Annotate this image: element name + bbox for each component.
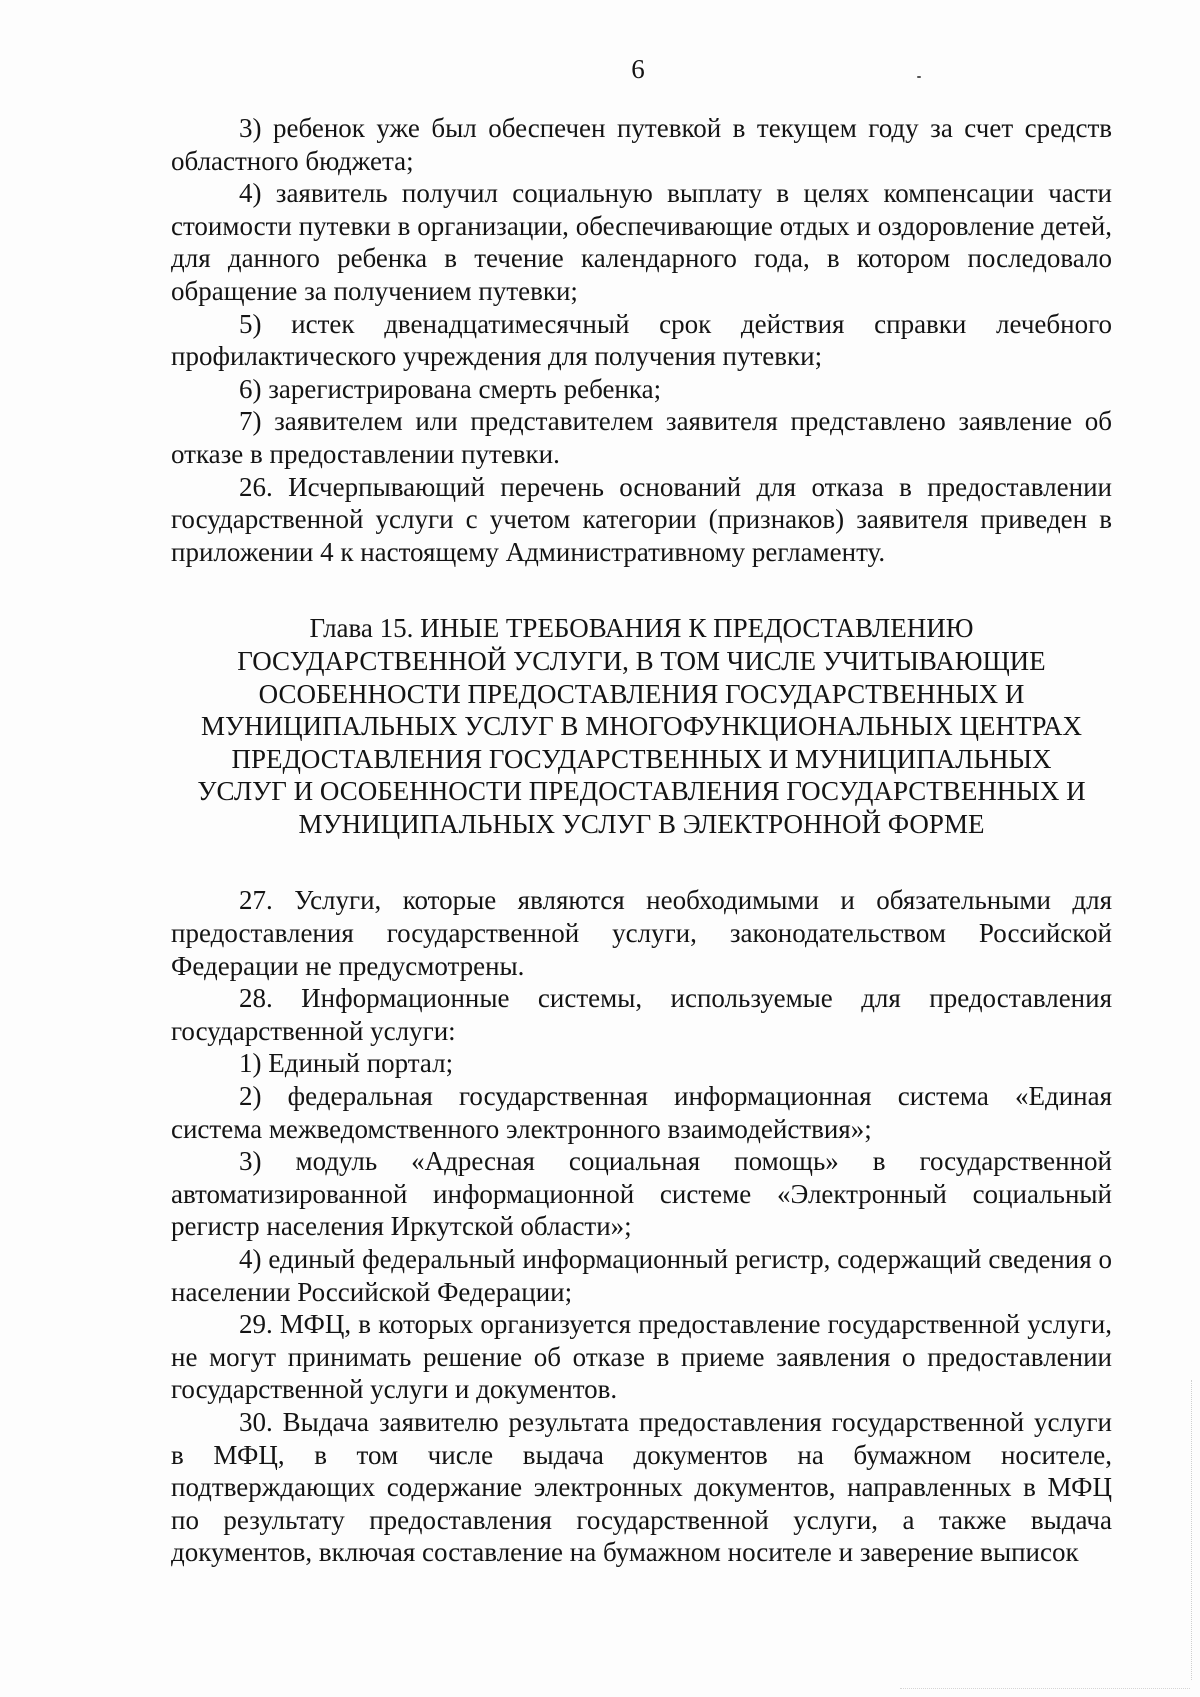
spacer — [171, 568, 1112, 612]
scan-speck — [917, 76, 921, 78]
chapter-heading-line: ГОСУДАРСТВЕННОЙ УСЛУГИ, В ТОМ ЧИСЛЕ УЧИТЫВАЮЩИЕ — [237, 645, 1046, 676]
paragraph-system-2: 2) федеральная государственная информационная система «Единая система межведомственного электронного взаимодействия»; — [171, 1081, 1112, 1144]
paragraph-item-5: 5) истек двенадцатимесячный срок действия справки лечебного профилактического учреждения для получения путевки; — [171, 308, 1112, 372]
page-number: 6 — [631, 54, 645, 84]
paragraph-clause-30: 30. Выдача заявителю результата предоставления государственной услуги в МФЦ, в том числе выдача документов на бумажном носителе, подтверждающих содержание электронных документов, направленных в МФЦ по результату предоставления государственной услуги, а также выдача документов, включая составление на бумажном носителе и заверение выписок — [171, 1406, 1112, 1568]
paragraph-system-4: 4) единый федеральный информационный регистр, содержащий сведения о населении Российской Федерации; — [171, 1244, 1112, 1307]
paragraph-item-4: 4) заявитель получил социальную выплату в целях компенсации части стоимости путевки в организации, обеспечивающие отдых и оздоровление детей, для данного ребенка в течение календарного года, в котором последовало обращение за получением путевки; — [171, 178, 1112, 306]
paragraph-item-7: 7) заявителем или представителем заявителя представлено заявление об отказе в предоставлении путевки. — [171, 406, 1112, 469]
paragraph-clause-26: 26. Исчерпывающий перечень оснований для отказа в предоставлении государственной услуги с учетом категории (признаков) заявителя приведен в приложении 4 к настоящему Административному регламенту. — [171, 471, 1112, 567]
paragraph-clause-29: 29. МФЦ, в которых организуется предоставление государственной услуги, не могут принимать решение об отказе в приеме заявления о предоставлении государственной услуги и документов. — [171, 1309, 1112, 1405]
chapter-heading-line: МУНИЦИПАЛЬНЫХ УСЛУГ В МНОГОФУНКЦИОНАЛЬНЫХ ЦЕНТРАХ — [200, 711, 1083, 742]
paragraph-clause-28: 28. Информационные системы, используемые для предоставления государственной услуги: — [171, 983, 1112, 1046]
chapter-heading — [171, 612, 1112, 840]
scan-edge-line — [1190, 1380, 1192, 1680]
chapter-heading-line: МУНИЦИПАЛЬНЫХ УСЛУГ В ЭЛЕКТРОННОЙ ФОРМЕ — [298, 808, 985, 839]
paragraph-item-6: 6) зарегистрирована смерть ребенка; — [239, 373, 662, 404]
paragraph-item-3: 3) ребенок уже был обеспечен путевкой в текущем году за счет средств областного бюджета; — [171, 113, 1112, 176]
spacer — [171, 840, 1112, 884]
chapter-heading-line: УСЛУГ И ОСОБЕННОСТИ ПРЕДОСТАВЛЕНИЯ ГОСУДАРСТВЕННЫХ И — [197, 776, 1086, 807]
chapter-heading-line: ОСОБЕННОСТИ ПРЕДОСТАВЛЕНИЯ ГОСУДАРСТВЕННЫХ И — [258, 678, 1025, 709]
paragraph-system-3: 3) модуль «Адресная социальная помощь» в государственной автоматизированной информационной системе «Электронный социальный регистр населения Иркутской области»; — [171, 1146, 1112, 1242]
chapter-heading-line: Глава 15. ИНЫЕ ТРЕБОВАНИЯ К ПРЕДОСТАВЛЕНИЮ — [309, 613, 974, 644]
document-body — [171, 112, 1112, 1569]
scan-edge-line — [900, 1687, 1190, 1689]
paragraph-clause-27: 27. Услуги, которые являются необходимыми и обязательными для предоставления государственной услуги, законодательством Российской Федерации не предусмотрены. — [171, 885, 1112, 981]
paragraph-system-1: 1) Единый портал; — [239, 1048, 454, 1079]
chapter-heading-line: ПРЕДОСТАВЛЕНИЯ ГОСУДАРСТВЕННЫХ И МУНИЦИПАЛЬНЫХ — [231, 743, 1052, 774]
